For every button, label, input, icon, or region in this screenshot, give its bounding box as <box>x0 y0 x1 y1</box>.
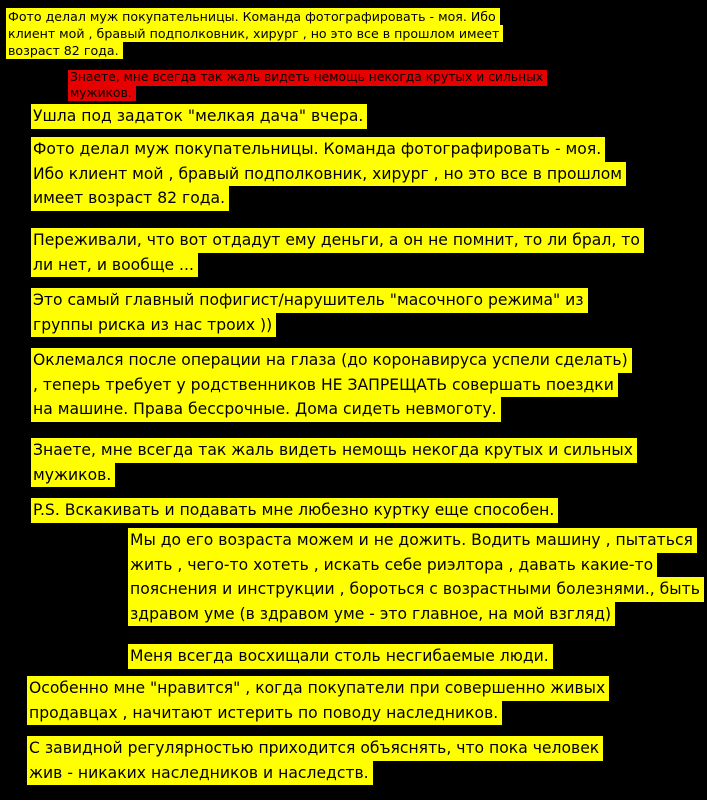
post-line: на машине. Права бессрочные. Дома сидеть невмоготу. <box>31 397 501 422</box>
post-line: ли нет, и вообще ... <box>31 253 198 278</box>
post-line: С завидной регулярностью приходится объяснять, что пока человек <box>27 736 603 761</box>
post-line: Ибо клиент мой , бравый подполковник, хирург , но это все в прошлом <box>31 162 626 187</box>
quote-line: Фото делал муж покупательницы. Команда фотографировать - моя. Ибо <box>6 8 500 25</box>
quote-line: возраст 82 года. <box>6 42 123 59</box>
post-paragraph <box>27 736 697 785</box>
reply-line: пояснения и инструкции , бороться с возрастными болезнями., быть <box>128 577 704 602</box>
reply-line: жить , чего-то хотеть , искать себе риэлтора , давать какие-то <box>128 553 657 578</box>
post-paragraph <box>31 104 701 129</box>
post-line: имеет возраст 82 года. <box>31 186 229 211</box>
post-paragraph <box>31 288 701 337</box>
post-paragraph <box>31 228 701 277</box>
post-line: Особенно мне "нравится" , когда покупатели при совершенно живых <box>27 676 609 701</box>
quote-block <box>6 8 606 59</box>
post-paragraph <box>27 676 697 725</box>
quote-line: Знаете, мне всегда так жаль видеть немощь некогда крутых и сильных <box>68 70 547 86</box>
post-line: продавцах , начитают истерить по поводу наследников. <box>27 701 502 726</box>
reply-paragraph <box>128 644 704 669</box>
quote-line: клиент мой , бравый подполковник, хирург , но это все в прошлом имеет <box>6 25 503 42</box>
post-line: жив - никаких наследников и наследств. <box>27 761 373 786</box>
post-line: Переживали, что вот отдадут ему деньги, а он не помнит, то ли брал, то <box>31 228 644 253</box>
post-paragraph <box>31 498 701 523</box>
post-paragraph <box>31 438 701 487</box>
post-line: Знаете, мне всегда так жаль видеть немощь некогда крутых и сильных <box>31 438 637 463</box>
reply-line: Меня всегда восхищали столь несгибаемые люди. <box>128 644 553 669</box>
post-paragraph <box>31 137 701 211</box>
reply-line: здравом уме (в здравом уме - это главное, на мой взгляд) <box>128 602 615 627</box>
post-line: Оклемался после операции на глаза (до коронавируса успели сделать) <box>31 348 632 373</box>
post-line: P.S. Вскакивать и подавать мне любезно куртку еще способен. <box>31 498 558 523</box>
post-line: Ушла под задаток "мелкая дача" вчера. <box>31 104 367 129</box>
post-line: мужиков. <box>31 463 115 488</box>
post-line: группы риска из нас троих )) <box>31 313 276 338</box>
quote-block-red <box>68 70 668 101</box>
post-line: Это самый главный пофигист/нарушитель "масочного режима" из <box>31 288 588 313</box>
post-line: Фото делал муж покупательницы. Команда фотографировать - моя. <box>31 137 605 162</box>
post-paragraph <box>31 348 701 422</box>
quote-line: мужиков. <box>68 86 136 102</box>
reply-line: Мы до его возраста можем и не дожить. Водить машину , пытаться <box>128 528 697 553</box>
post-line: , теперь требует у родственников НЕ ЗАПРЕЩАТЬ совершать поездки <box>31 373 618 398</box>
reply-paragraph <box>128 528 704 626</box>
